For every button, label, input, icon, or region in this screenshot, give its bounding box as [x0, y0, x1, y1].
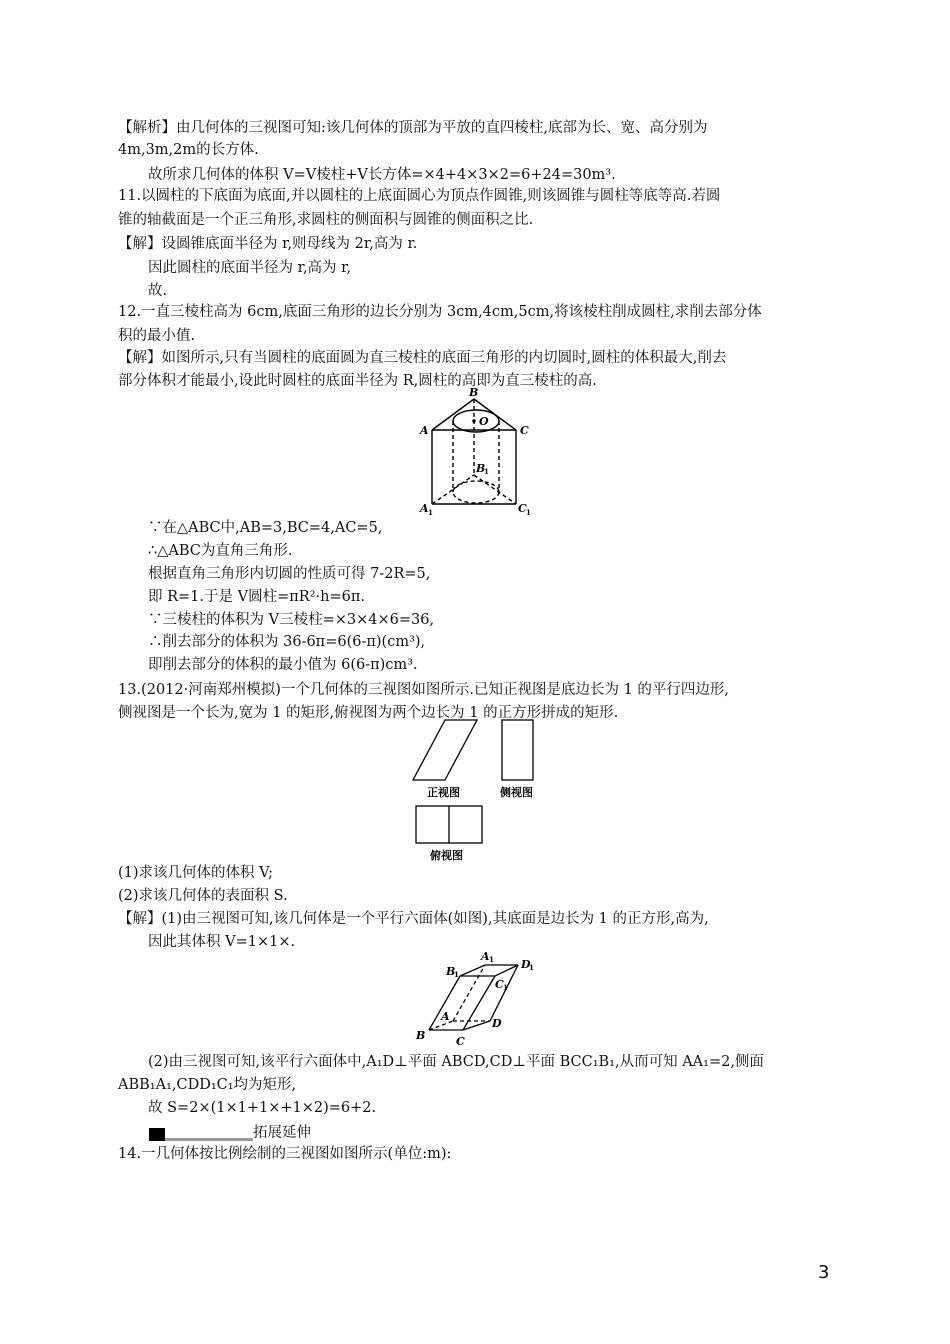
sub-1: 1 — [454, 970, 459, 979]
text-line: ∴△ABC为直角三角形. — [148, 543, 293, 559]
text-line: 【解析】由几何体的三视图可知:该几何体的顶部为平放的直四棱柱,底部为长、宽、高分别为 — [118, 120, 708, 136]
page-number: 3 — [818, 1262, 830, 1283]
sub-1: 1 — [503, 983, 508, 992]
text-line: 因此圆柱的底面半径为 r,高为 r, — [148, 260, 352, 276]
question-14: 14.一几何体按比例绘制的三视图如图所示(单位:m): — [118, 1146, 452, 1162]
text-line: ∵在△ABC中,AB=3,BC=4,AC=5, — [148, 520, 383, 536]
caption-front-view: 正视图 — [427, 786, 460, 799]
text-line: 【解】设圆锥底面半径为 r,则母线为 2r,高为 r. — [118, 236, 418, 252]
section-heading: 拓展延伸 — [253, 1125, 311, 1141]
label-C: C — [456, 1035, 465, 1048]
text-line: (1)求该几何体的体积 V; — [118, 865, 274, 881]
text-line: 锥的轴截面是一个正三角形,求圆柱的侧面积与圆锥的侧面积之比. — [118, 212, 534, 228]
text-line: 根据直角三角形内切圆的性质可得 7-2R=5, — [148, 566, 431, 582]
text-line: 故所求几何体的体积 V=V棱柱+V长方体=×4+4×3×2=6+24=30m³. — [148, 167, 616, 183]
label-B1: B — [446, 965, 456, 978]
parallelepiped-figure — [410, 948, 545, 1048]
label-A: A — [420, 424, 429, 437]
sub-1: 1 — [526, 508, 531, 517]
question-11: 11.以圆柱的下底面为底面,并以圆柱的上底面圆心为顶点作圆锥,则该圆锥与圆柱等底等高.若圆 — [118, 188, 721, 204]
sub-1: 1 — [428, 508, 433, 517]
label-A1: A — [481, 950, 490, 963]
text-line: 【解】(1)由三视图可知,该几何体是一个平行六面体(如图),其底面是边长为 1 的正方形,高为, — [118, 911, 709, 927]
label-A1: A — [420, 502, 429, 515]
text-line: 4m,3m,2m的长方体. — [118, 142, 259, 158]
text-line: 【解】如图所示,只有当圆柱的底面圆为直三棱柱的底面三角形的内切圆时,圆柱的体积最大,削去 — [118, 350, 727, 366]
caption-top-view: 俯视图 — [430, 849, 463, 862]
text-line: ∴削去部分的体积为 36-6π=6(6-π)(cm³), — [148, 634, 426, 650]
label-B: B — [469, 386, 479, 399]
text-line: ABB₁A₁,CDD₁C₁均为矩形, — [118, 1077, 297, 1093]
text-line: 即 R=1.于是 V圆柱=πR²·h=6π. — [148, 589, 365, 605]
question-12: 12.一直三棱柱高为 6cm,底面三角形的边长分别为 3cm,4cm,5cm,将该棱柱削成圆柱,求削去部分体 — [118, 304, 762, 320]
caption-side-view: 侧视图 — [500, 786, 533, 799]
label-D1: D — [521, 958, 531, 971]
prism-cylinder-figure — [412, 385, 540, 517]
label-B1: B — [476, 462, 486, 475]
text-line: 即削去部分的体积的最小值为 6(6-π)cm³. — [148, 657, 418, 673]
sub-1: 1 — [489, 955, 494, 964]
text-line: ∵三棱柱的体积为 V三棱柱=×3×4×6=36, — [148, 612, 435, 628]
label-C1: C — [495, 978, 504, 991]
label-C1: C — [518, 502, 527, 515]
text-line: (2)由三视图可知,该平行六面体中,A₁D⊥平面 ABCD,CD⊥平面 BCC₁B₁,从而可知 AA₁=2,侧面 — [148, 1054, 764, 1070]
text-line: 部分体积才能最小,设此时圆柱的底面半径为 R,圆柱的高即为直三棱柱的高. — [118, 373, 597, 389]
sub-1: 1 — [529, 963, 534, 972]
label-B: B — [416, 1029, 426, 1042]
label-C: C — [520, 424, 529, 437]
label-O: O — [479, 415, 489, 428]
text-line: 故. — [148, 283, 168, 299]
question-13: 13.(2012·河南郑州模拟)一个几何体的三视图如图所示.已知正视图是底边长为 1 的平行四边形, — [118, 682, 730, 698]
text-line: (2)求该几何体的表面积 S. — [118, 888, 288, 904]
text-line: 故 S=2×(1×1+1×+1×2)=6+2. — [148, 1100, 377, 1116]
text-line: 侧视图是一个长为,宽为 1 的矩形,俯视图为两个边长为 1 的正方形拼成的矩形. — [118, 705, 619, 721]
text-line: 积的最小值. — [118, 328, 196, 344]
text-line: 因此其体积 V=1×1×. — [148, 934, 296, 950]
section-marker — [149, 1128, 253, 1141]
sub-1: 1 — [484, 467, 489, 476]
label-A: A — [441, 1010, 450, 1023]
three-views-figure — [410, 717, 540, 867]
label-D: D — [492, 1017, 502, 1030]
